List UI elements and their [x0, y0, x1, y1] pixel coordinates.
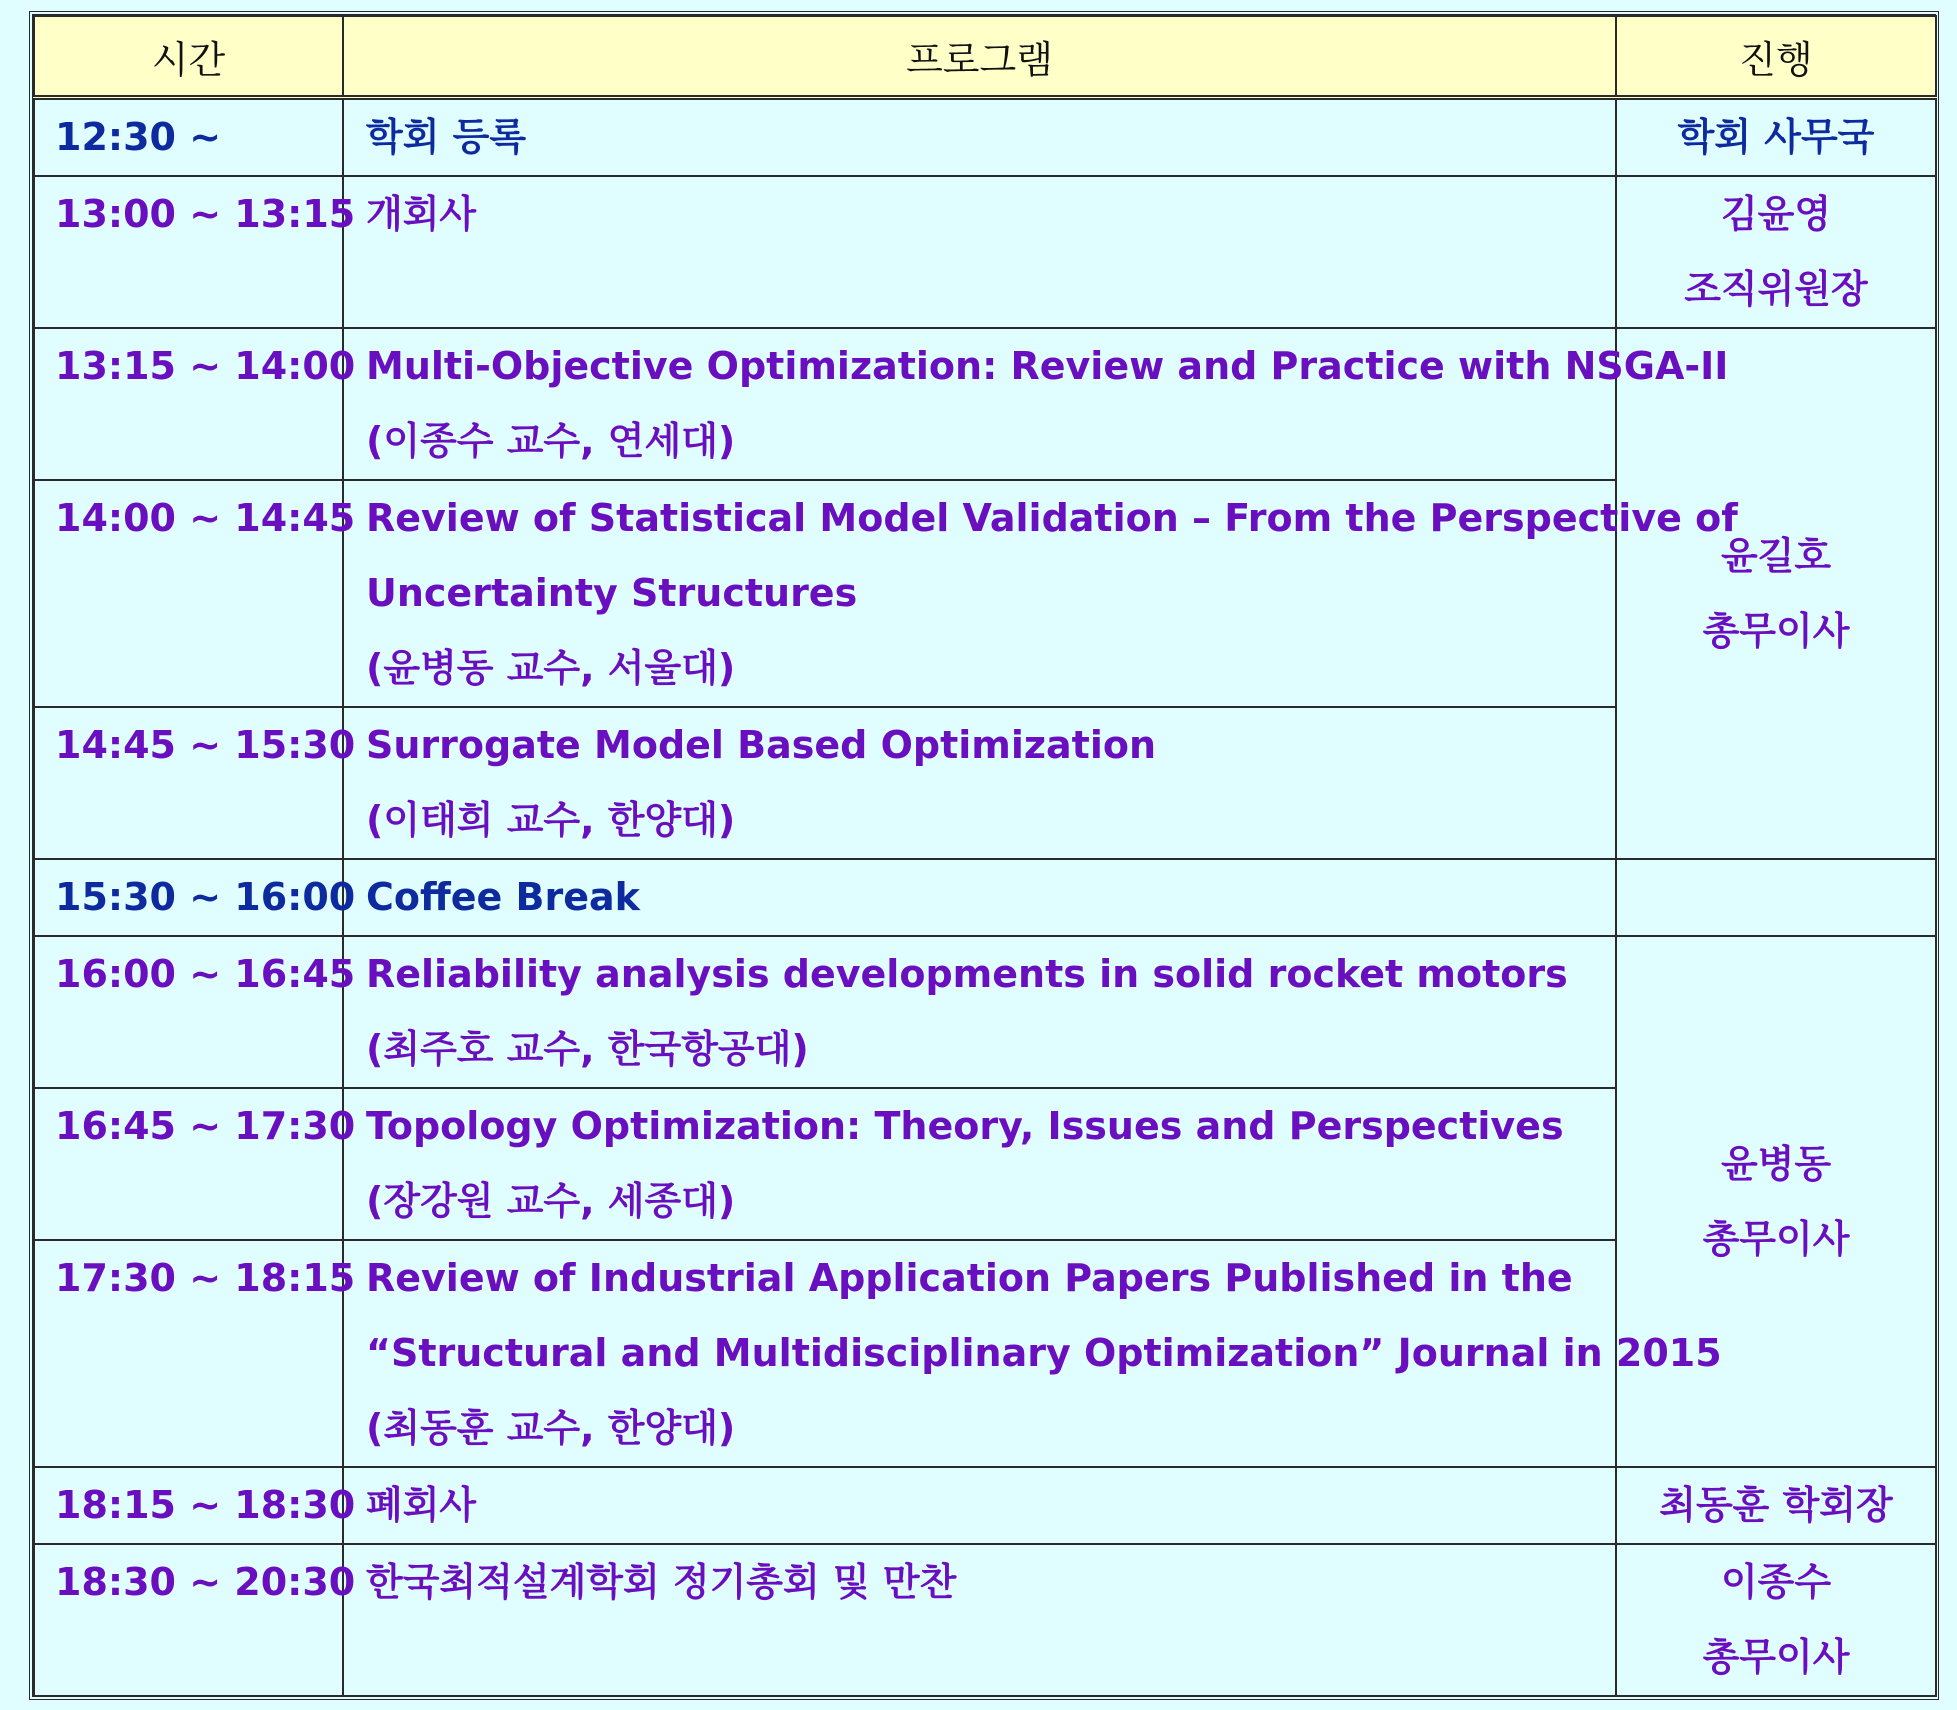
schedule-row-break — [34, 859, 1936, 936]
header-row — [34, 16, 1936, 98]
schedule-row-opening — [34, 176, 1936, 328]
host-role: 조직위원장 — [1684, 267, 1868, 311]
program-title-cont: “Structural and Multidisciplinary Optimization” Journal in 2015 — [366, 1331, 1722, 1375]
header-time: 시간 — [34, 16, 343, 98]
program-title: Topology Optimization: Theory, Issues and Perspectives — [366, 1104, 1564, 1148]
row-time: 15:30 ~ 16:00 — [34, 859, 343, 936]
host-name: 학회 사무국 — [1677, 115, 1875, 159]
row-program — [343, 1088, 1616, 1240]
schedule-row-talk — [34, 328, 1936, 480]
row-program — [343, 707, 1616, 859]
row-time: 17:30 ~ 18:15 — [34, 1240, 343, 1467]
row-program — [343, 480, 1738, 707]
row-host — [1616, 176, 1936, 328]
program-title: Surrogate Model Based Optimization — [366, 723, 1157, 767]
program-title: Reliability analysis developments in solid rocket motors — [366, 952, 1568, 996]
row-time: 16:45 ~ 17:30 — [34, 1088, 343, 1240]
program-title: 한국최적설계학회 정기총회 및 만찬 — [366, 1560, 957, 1604]
program-speaker: (최동훈 교수, 한양대) — [366, 1406, 736, 1450]
row-program — [343, 98, 1616, 177]
program-title: Review of Industrial Application Papers Published in the — [366, 1256, 1573, 1300]
row-time: 16:00 ~ 16:45 — [34, 936, 343, 1088]
host-name: 윤병동 — [1720, 1141, 1832, 1186]
program-title: Coffee Break — [366, 875, 640, 919]
program-title: Review of Statistical Model Validation – From the Perspective of — [366, 496, 1738, 540]
session-chair — [1616, 328, 1936, 859]
program-title-cont: Uncertainty Structures — [366, 571, 858, 615]
row-host — [1616, 1467, 1936, 1544]
row-host — [1616, 98, 1936, 177]
schedule-row-registration — [34, 98, 1936, 177]
program-schedule-table — [33, 15, 1937, 1697]
row-time: 13:15 ~ 14:00 — [34, 328, 343, 480]
host-name: 윤길호 — [1720, 533, 1832, 578]
host-role: 총무이사 — [1702, 1635, 1850, 1679]
row-program — [343, 328, 1729, 480]
host-name: 최동훈 학회장 — [1659, 1483, 1893, 1527]
row-program — [343, 1240, 1722, 1467]
program-speaker: (이태희 교수, 한양대) — [366, 798, 736, 842]
header-host: 진행 — [1616, 16, 1936, 98]
row-time: 18:15 ~ 18:30 — [34, 1467, 343, 1544]
row-host — [1616, 1544, 1936, 1696]
program-title: 학회 등록 — [366, 115, 527, 159]
host-role: 총무이사 — [1702, 1216, 1850, 1261]
schedule-row-general-meeting — [34, 1544, 1936, 1696]
program-title: 개회사 — [366, 192, 477, 236]
row-time: 13:00 ~ 13:15 — [34, 176, 343, 328]
row-program — [343, 176, 1616, 328]
program-title: Multi-Objective Optimization: Review and Practice with NSGA-II — [366, 344, 1729, 388]
program-title: 폐회사 — [366, 1483, 477, 1527]
row-time: 18:30 ~ 20:30 — [34, 1544, 343, 1696]
row-program — [343, 1544, 1616, 1696]
host-name: 이종수 — [1720, 1560, 1832, 1604]
host-role: 총무이사 — [1702, 608, 1850, 653]
row-program — [343, 1467, 1616, 1544]
program-speaker: (최주호 교수, 한국항공대) — [366, 1027, 809, 1071]
host-name: 김윤영 — [1720, 192, 1832, 236]
row-program — [343, 859, 1616, 936]
schedule-row-talk — [34, 936, 1936, 1088]
row-time: 14:45 ~ 15:30 — [34, 707, 343, 859]
header-program: 프로그램 — [343, 16, 1616, 98]
row-time: 12:30 ~ — [34, 98, 343, 177]
row-time: 14:00 ~ 14:45 — [34, 480, 343, 707]
row-program — [343, 936, 1616, 1088]
program-speaker: (장강원 교수, 세종대) — [366, 1179, 736, 1223]
schedule-row-closing — [34, 1467, 1936, 1544]
program-speaker: (이종수 교수, 연세대) — [366, 419, 736, 463]
row-host-empty — [1616, 859, 1936, 936]
program-speaker: (윤병동 교수, 서울대) — [366, 646, 736, 690]
session-chair — [1616, 936, 1936, 1467]
